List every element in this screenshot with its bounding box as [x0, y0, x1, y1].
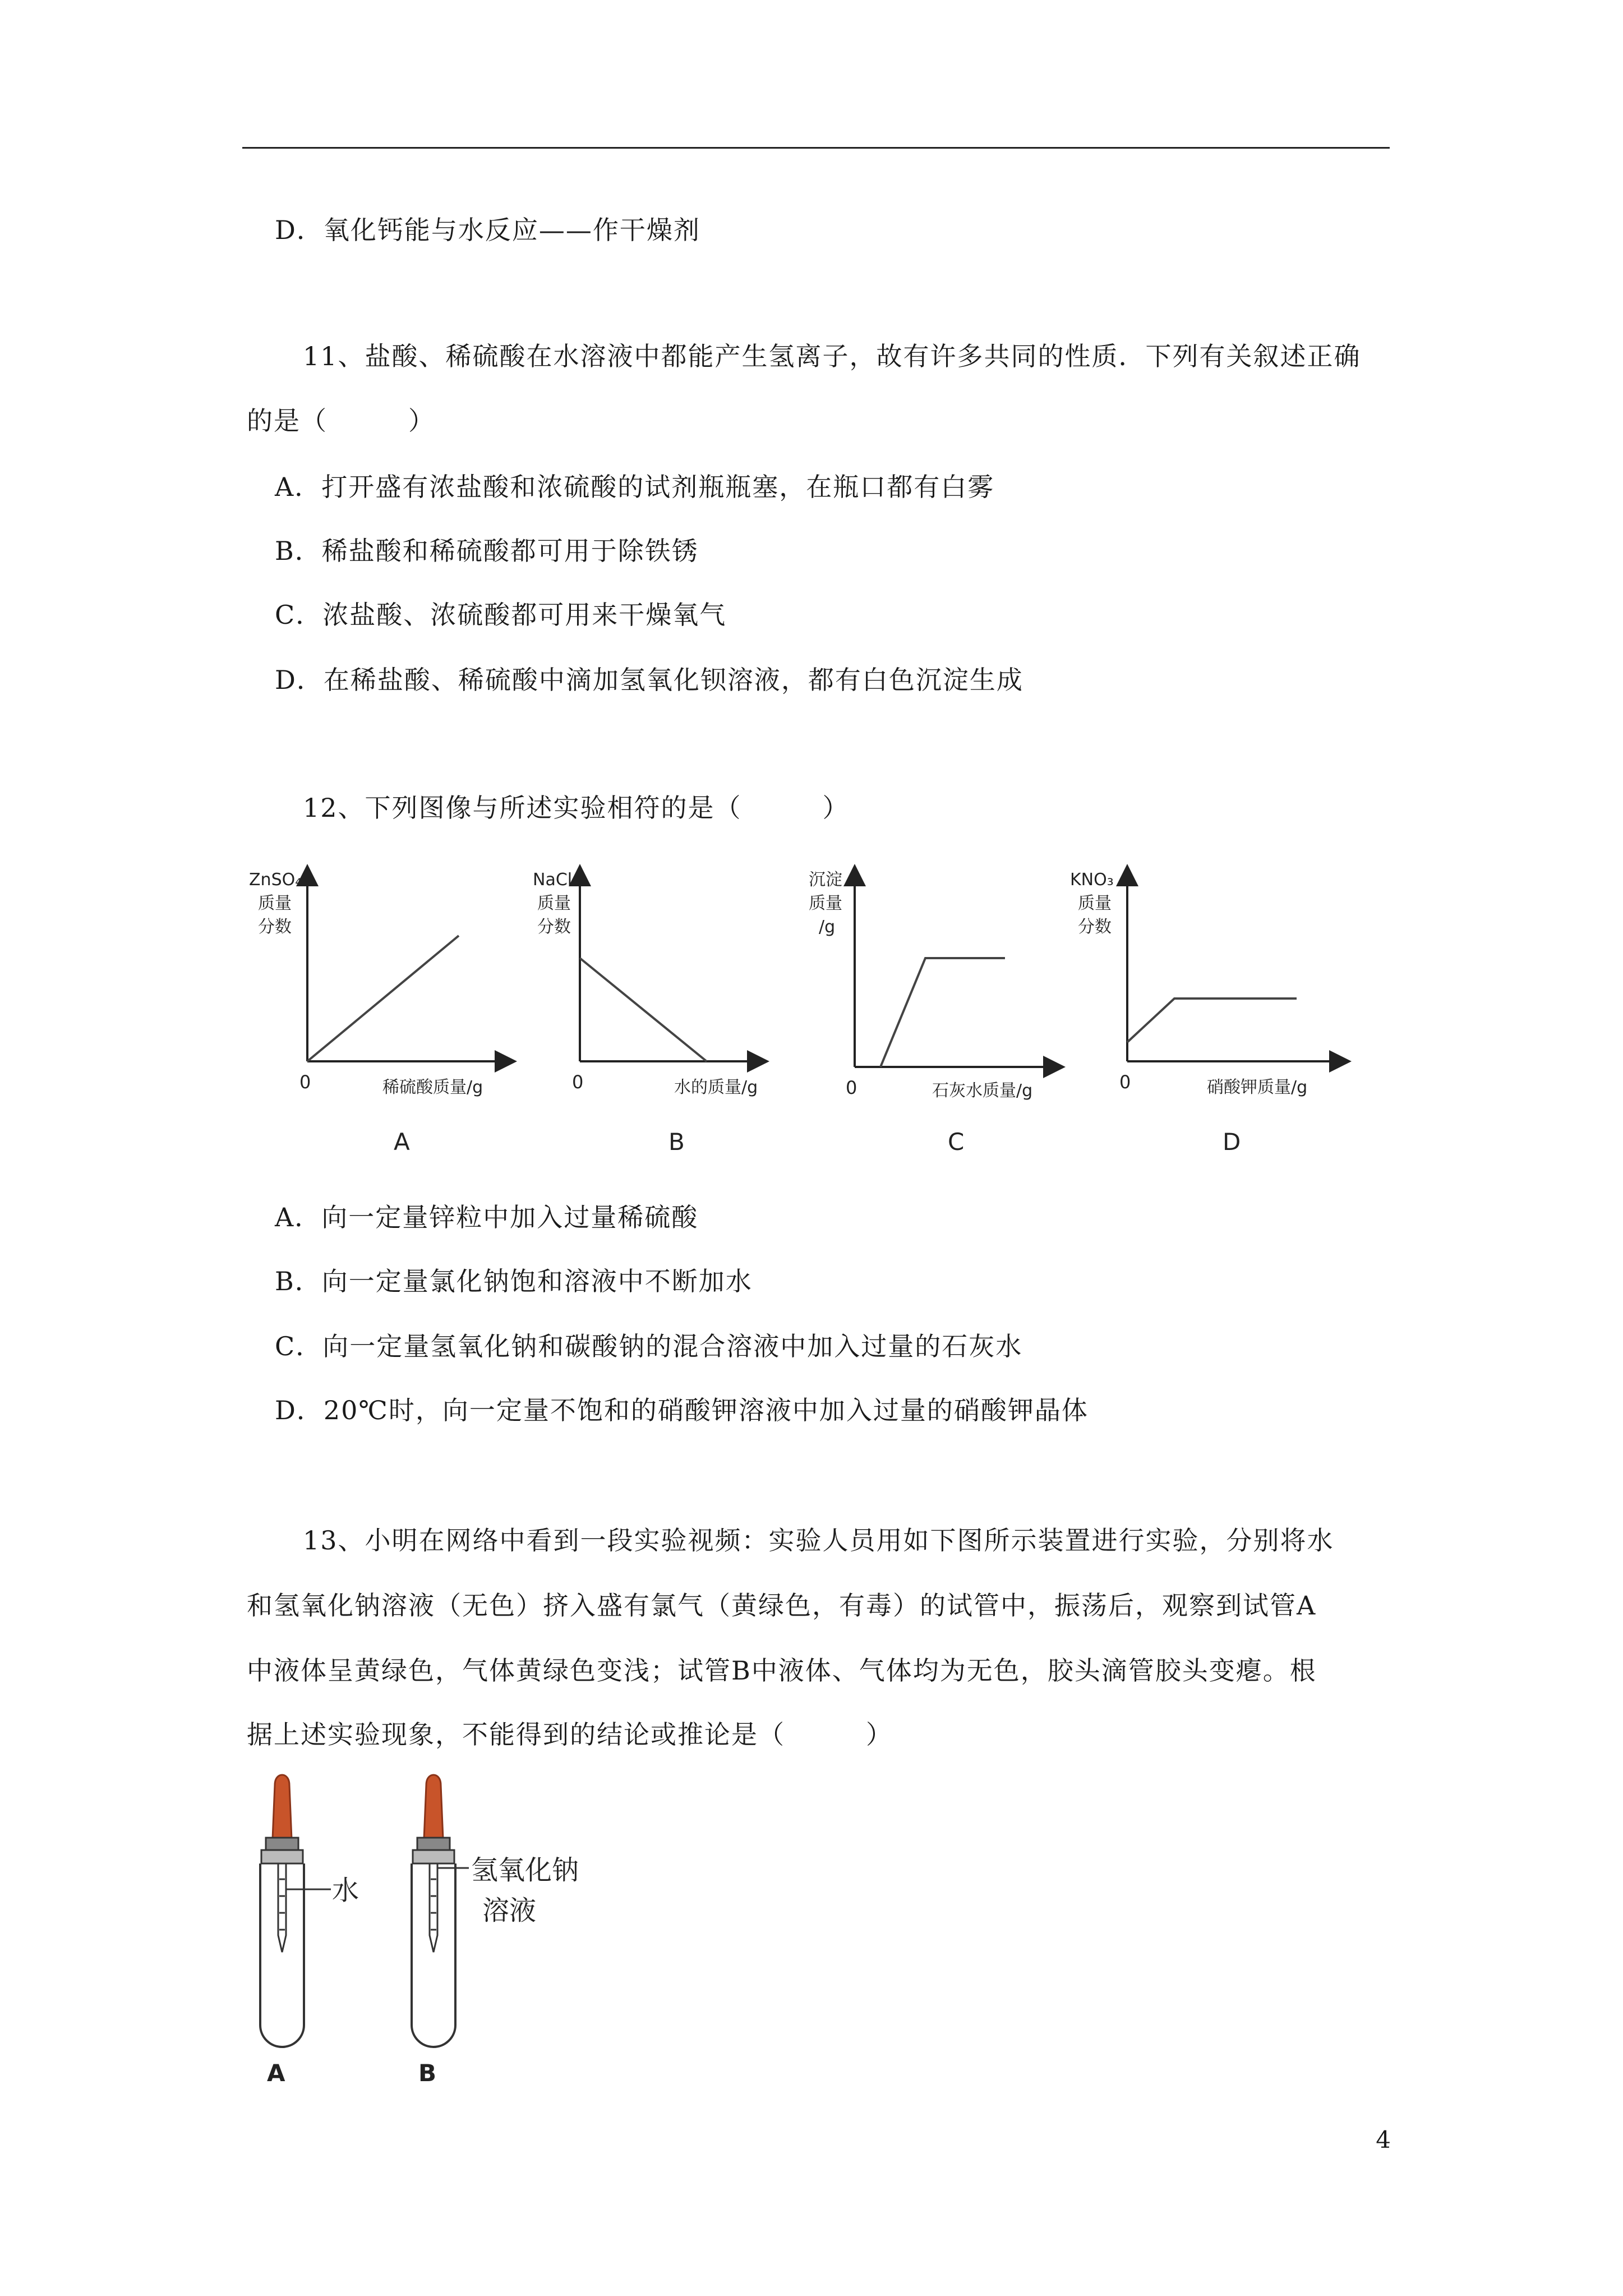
chart-c-xlabel: 石灰水质量/g	[932, 1081, 1033, 1101]
q12-option-a: A．向一定量锌粒中加入过量稀硫酸	[275, 1202, 699, 1232]
chart-a-origin: 0	[299, 1071, 311, 1093]
q13-stem-line1: 13、小明在网络中看到一段实验视频：实验人员用如下图所示装置进行实验，分别将水	[303, 1525, 1334, 1556]
chart-c-series-line	[880, 958, 1005, 1067]
page-number: 4	[1376, 2126, 1391, 2154]
q11-stem-line2: 的是（ ）	[247, 406, 435, 436]
chart-a-ylabel-2: 质量	[258, 894, 292, 913]
dropper-bulb-b	[424, 1775, 443, 1839]
q11-option-d: D．在稀盐酸、稀硫酸中滴加氢氧化钡溶液，都有白色沉淀生成	[275, 665, 1023, 695]
header-rule	[242, 147, 1390, 149]
q11-option-b: B．稀盐酸和稀硫酸都可用于除铁锈	[275, 536, 699, 566]
chart-d-series-line	[1127, 999, 1297, 1042]
q12-option-b: B．向一定量氯化钠饱和溶液中不断加水	[275, 1266, 753, 1296]
chart-d-ylabel-1: KNO₃	[1070, 870, 1114, 890]
q12-option-d: D．20℃时，向一定量不饱和的硝酸钾溶液中加入过量的硝酸钾晶体	[275, 1395, 1089, 1425]
chart-a	[249, 870, 506, 1156]
chart-a-series-line	[307, 936, 459, 1061]
q12-option-c: C．向一定量氢氧化钠和碳酸钠的混合溶液中加入过量的石灰水	[275, 1331, 1023, 1361]
chart-d-ylabel-2: 质量	[1078, 894, 1112, 913]
q13-stem-line3: 中液体呈黄绿色，气体黄绿色变浅；试管B中液体、气体均为无色，胶头滴管胶头变瘪。根	[247, 1655, 1317, 1686]
q13-stem-line2: 和氢氧化钠溶液（无色）挤入盛有氯气（黄绿色，有毒）的试管中，振荡后，观察到试管A	[247, 1590, 1317, 1621]
tube-b-label-2: 溶液	[482, 1895, 537, 1926]
chart-c-ylabel-2: 质量	[809, 894, 842, 913]
chart-c-ylabel-1: 沉淀	[809, 870, 842, 890]
tube-b-label-1: 氢氧化钠	[471, 1855, 579, 1886]
test-tube-a	[260, 1775, 359, 2087]
chart-b-ylabel-3: 分数	[537, 917, 571, 937]
chart-b-series-line	[580, 958, 707, 1061]
q12-stem: 12、下列图像与所述实验相符的是（ ）	[303, 793, 850, 823]
chart-c-ylabel-3: /g	[819, 917, 836, 937]
chart-c-origin: 0	[846, 1077, 857, 1098]
q13-apparatus	[247, 1761, 639, 2098]
tube-a-letter: A	[267, 2059, 285, 2087]
chart-a-letter: A	[394, 1128, 410, 1156]
tube-a-label: 水	[332, 1875, 359, 1906]
chart-b-letter: B	[668, 1128, 685, 1156]
dropper-bulb-a	[273, 1775, 292, 1839]
q11-stem-line1: 11、盐酸、稀硫酸在水溶液中都能产生氢离子，故有许多共同的性质．下列有关叙述正确	[303, 341, 1361, 371]
chart-c	[809, 870, 1054, 1156]
chart-c-letter: C	[948, 1128, 965, 1156]
q12-charts	[241, 864, 1363, 1167]
q13-stem-line4: 据上述实验现象，不能得到的结论或推论是（ ）	[247, 1719, 893, 1750]
chart-a-ylabel-3: 分数	[258, 917, 292, 937]
test-tube-b	[412, 1775, 579, 2087]
chart-b-xlabel: 水的质量/g	[674, 1078, 758, 1097]
chart-a-ylabel-1: ZnSO₄	[249, 870, 302, 890]
q11-option-c: C．浓盐酸、浓硫酸都可用来干燥氧气	[275, 600, 727, 630]
chart-b-origin: 0	[572, 1071, 584, 1093]
chart-b	[533, 870, 758, 1156]
tube-b-letter: B	[418, 2059, 437, 2087]
chart-a-xlabel: 稀硫酸质量/g	[382, 1078, 483, 1097]
q11-option-a: A．打开盛有浓盐酸和浓硫酸的试剂瓶瓶塞，在瓶口都有白雾	[275, 472, 995, 502]
chart-d-origin: 0	[1119, 1071, 1131, 1093]
chart-d-ylabel-3: 分数	[1078, 917, 1112, 937]
q10-option-d: D．氧化钙能与水反应——作干燥剂	[275, 215, 700, 245]
chart-b-ylabel-1: NaCl	[533, 870, 573, 890]
chart-b-ylabel-2: 质量	[537, 894, 571, 913]
chart-d-letter: D	[1223, 1128, 1241, 1156]
chart-d-xlabel: 硝酸钾质量/g	[1207, 1078, 1308, 1097]
chart-d	[1070, 870, 1340, 1156]
